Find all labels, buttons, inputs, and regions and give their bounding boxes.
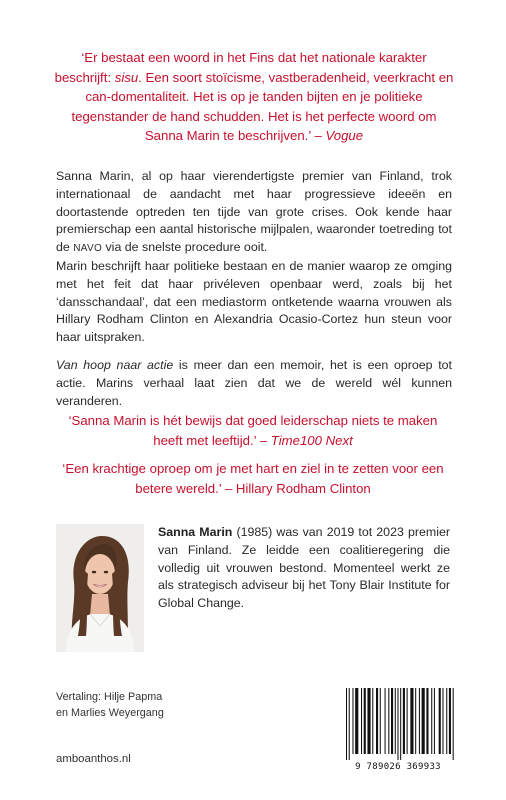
book-title-italic: Van hoop naar actie bbox=[56, 357, 174, 372]
vogue-quote bbox=[52, 48, 456, 146]
barcode-bars bbox=[342, 688, 454, 760]
vogue-quote-text-1: ‘Er bestaat een woord in het Fins dat het nationale karakter beschrijft: bbox=[54, 50, 427, 85]
blurb-paragraph-2: Marin beschrijft haar politieke bestaan en de manier waarop ze omging met het feit dat haar privéleven openbaar werd, zoals bij het ‘dansschandaal’, dat een mediastorm ontketende waarna vrouwen als Hillary Rodham Clinton en Alexandria Ocasio-Cortez hun steun voor haar uitspraken. bbox=[56, 258, 452, 345]
vogue-quote-emphasis: sisu bbox=[114, 69, 139, 85]
blurb-paragraph-1-text-a: Sanna Marin, al op haar vierendertigste premier van Finland, trok internationaal de aandacht met haar progressieve ideeën en doortastende optreden ten tijde van grote crises. Ook kende haar premierschap een aantal historische mijlpalen, waaronder toetreding tot de bbox=[56, 169, 452, 255]
credits-line-1: Vertaling: Hilje Papma bbox=[56, 691, 163, 703]
vogue-quote-text-2: . Een soort stoïcisme, vastberadenheid, veerkracht en can-domentaliteit. Het is op je tanden bijten en je politieke tegenstander de hand schudden. Het is het perfecte woord om Sanna Marin te beschrijven.’ – bbox=[71, 69, 454, 144]
isbn-number: 9 789026 369933 bbox=[355, 762, 441, 772]
publisher-website: amboanthos.nl bbox=[56, 753, 131, 765]
author-portrait-illustration bbox=[56, 524, 144, 652]
isbn-barcode bbox=[342, 688, 454, 782]
blurb-paragraph-3-text: is meer dan een memoir, het is een oproep tot actie. Marins verhaal laat zien dat we de wereld wél kunnen veranderen. bbox=[56, 357, 452, 408]
author-name: Sanna Marin bbox=[158, 525, 233, 539]
author-bio-text: (1985) was van 2019 tot 2023 premier van Finland. Ze leidde een coalitieregering die volledig uit vrouwen bestond. Momenteel werkt ze als strategisch adviseur bij het Tony Blair Institute for Global Change. bbox=[158, 525, 450, 611]
blurb-navo-acronym: NAVO bbox=[73, 243, 103, 255]
vogue-quote-source: Vogue bbox=[325, 128, 364, 144]
blurb-paragraph-1-text-b: via de snelste procedure ooit. bbox=[102, 240, 268, 255]
time100-quote bbox=[60, 411, 446, 450]
credits-line-2: en Marlies Weyergang bbox=[56, 707, 164, 719]
blurb-body bbox=[56, 168, 452, 420]
author-bio bbox=[158, 524, 450, 613]
clinton-quote: ‘Een krachtige oproep om je met hart en ziel in te zetten voor een betere wereld.’ – Hillary Rodham Clinton bbox=[62, 461, 444, 496]
time100-quote-source: Time100 Next bbox=[270, 432, 353, 448]
author-portrait bbox=[56, 524, 144, 652]
blurb-paragraph-3 bbox=[56, 357, 452, 410]
blurb-paragraph-1 bbox=[56, 168, 452, 258]
translation-credits bbox=[56, 689, 256, 721]
time100-quote-text: ‘Sanna Marin is hét bewijs dat goed leiderschap niets te maken heeft met leeftijd.’ – bbox=[68, 413, 438, 448]
